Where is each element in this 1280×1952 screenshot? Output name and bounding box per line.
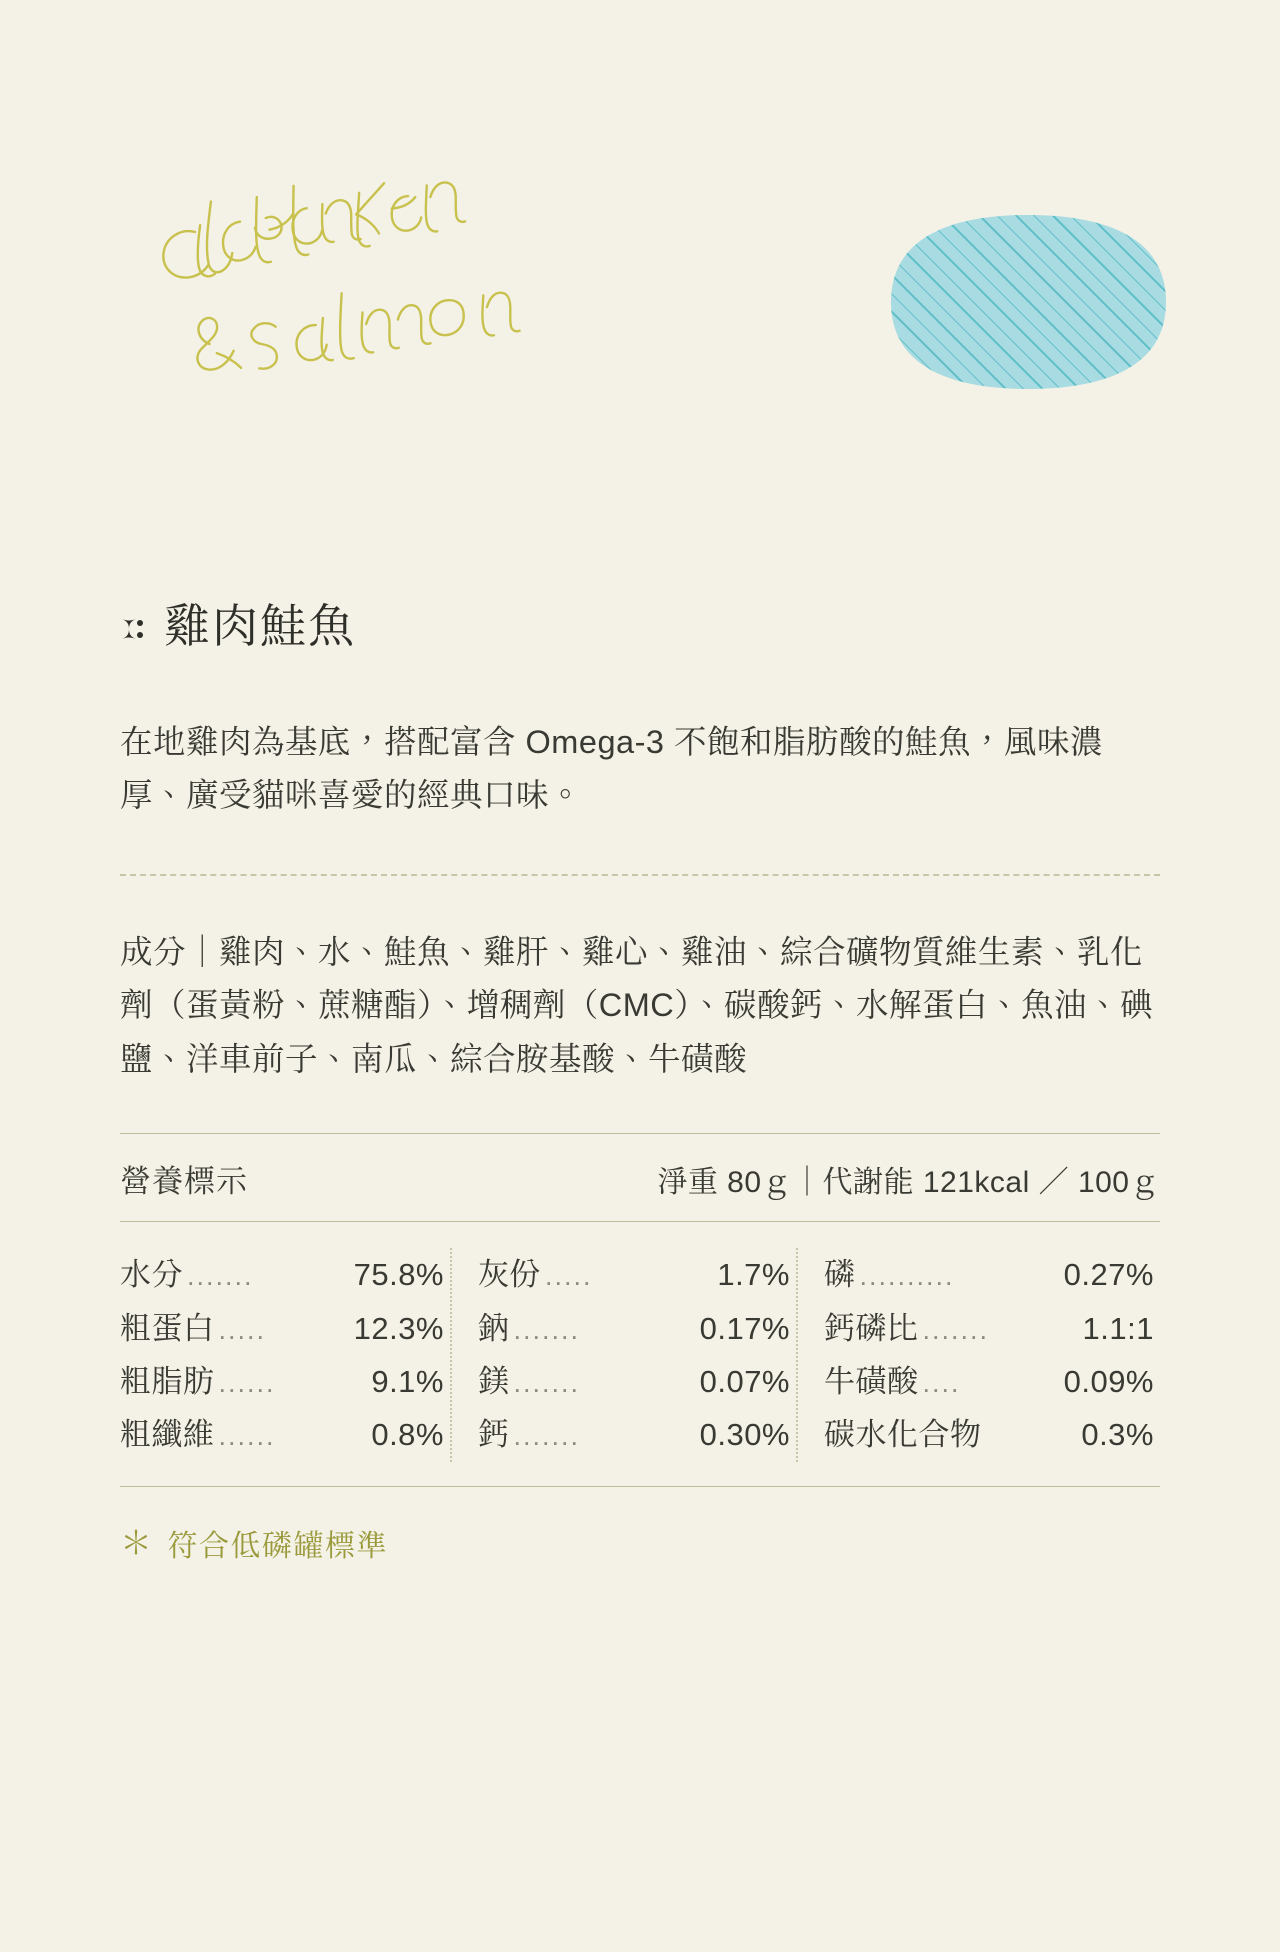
leader-dots: ...... (218, 1367, 276, 1398)
nutrient-name: 鎂 (478, 1363, 510, 1399)
ingredients-text: 雞肉、水、鮭魚、雞肝、雞心、雞油、綜合礦物質維生素、乳化劑（蛋黃粉、蔗糖酯）、增稠劑（CMC）、碳酸鈣、水解蛋白、魚油、碘鹽、洋車前子、南瓜、綜合胺基酸、牛磺酸 (120, 933, 1154, 1078)
nutrition-header (120, 1134, 1160, 1221)
nutrient-value: 0.27% (1063, 1257, 1154, 1293)
nutrient-value: 0.30% (699, 1417, 790, 1453)
leader-dots: ....... (513, 1421, 581, 1452)
nutrient-name: 水分 (120, 1257, 183, 1293)
nutrition-weights: 淨重 80ｇ｜代謝能 121kcal ／ 100ｇ (657, 1166, 1160, 1200)
leader-dots: .... (922, 1367, 961, 1398)
nutrition-table (120, 1222, 1160, 1485)
table-row (478, 1355, 790, 1408)
nutrient-value: 0.17% (699, 1310, 790, 1346)
nutrient-value: 9.1% (371, 1363, 444, 1399)
leader-dots: ..... (218, 1314, 267, 1345)
dashed-divider (120, 874, 1160, 876)
footnote-text: 符合低磷罐標準 (167, 1529, 389, 1563)
nutrient-value: 12.3% (353, 1310, 444, 1346)
script-title-chicken-and-salmon (150, 168, 710, 398)
table-row (478, 1248, 790, 1301)
nutrient-value: 75.8% (353, 1257, 444, 1293)
table-row (120, 1355, 444, 1408)
leader-dots: .......... (859, 1261, 955, 1292)
table-row (478, 1302, 790, 1355)
ingredients-paragraph (120, 926, 1160, 1088)
hero-banner (0, 0, 1280, 470)
table-row (120, 1302, 444, 1355)
nutrient-name: 粗脂肪 (120, 1363, 215, 1399)
ingredients-label: 成分｜ (120, 933, 220, 970)
product-info-card (120, 570, 1160, 1565)
page-title: 雞肉鮭魚 (164, 599, 356, 652)
nutrient-name: 磷 (824, 1257, 856, 1293)
leader-dots: ....... (513, 1314, 581, 1345)
nutrition-column-2 (450, 1248, 796, 1461)
nutrient-name: 粗纖維 (120, 1417, 215, 1453)
nutrient-name: 鈣磷比 (824, 1310, 919, 1346)
nutrient-value: 1.7% (717, 1257, 790, 1293)
footnote (120, 1487, 1160, 1565)
leader-dots: ..... (545, 1261, 593, 1292)
table-row (478, 1408, 790, 1461)
nutrient-value: 0.07% (699, 1363, 790, 1399)
four-dot-icon (120, 616, 146, 642)
table-row (824, 1302, 1154, 1355)
nutrient-value: 1.1:1 (1082, 1310, 1154, 1346)
nutrient-value: 0.8% (371, 1417, 444, 1453)
leader-dots: ....... (922, 1314, 990, 1345)
table-row (824, 1248, 1154, 1301)
nutrient-name: 牛磺酸 (824, 1363, 919, 1399)
nutrient-name: 鈉 (478, 1310, 510, 1346)
nutrition-column-1 (120, 1248, 450, 1461)
nutrient-name: 灰份 (478, 1257, 541, 1293)
leader-dots: ...... (218, 1421, 276, 1452)
nutrient-value: 0.3% (1081, 1417, 1154, 1453)
table-row (120, 1248, 444, 1301)
table-row (824, 1408, 1154, 1461)
decorative-blob (885, 213, 1172, 391)
product-title-row (120, 570, 1160, 682)
leader-dots: ....... (187, 1261, 254, 1292)
asterisk-icon: ＊ (120, 1524, 154, 1561)
nutrient-name: 碳水化合物 (824, 1417, 982, 1453)
nutrient-name: 粗蛋白 (120, 1310, 215, 1346)
nutrition-heading: 營養標示 (120, 1164, 248, 1200)
table-row (120, 1408, 444, 1461)
leader-dots: ....... (513, 1367, 581, 1398)
product-description: 在地雞肉為基底，搭配富含 Omega-3 不飽和脂肪酸的鮭魚，風味濃厚、廣受貓咪喜愛的經典口味。 (120, 724, 1104, 813)
nutrition-column-3 (796, 1248, 1160, 1461)
nutrient-value: 0.09% (1063, 1363, 1154, 1399)
nutrient-name: 鈣 (478, 1417, 510, 1453)
table-row (824, 1355, 1154, 1408)
